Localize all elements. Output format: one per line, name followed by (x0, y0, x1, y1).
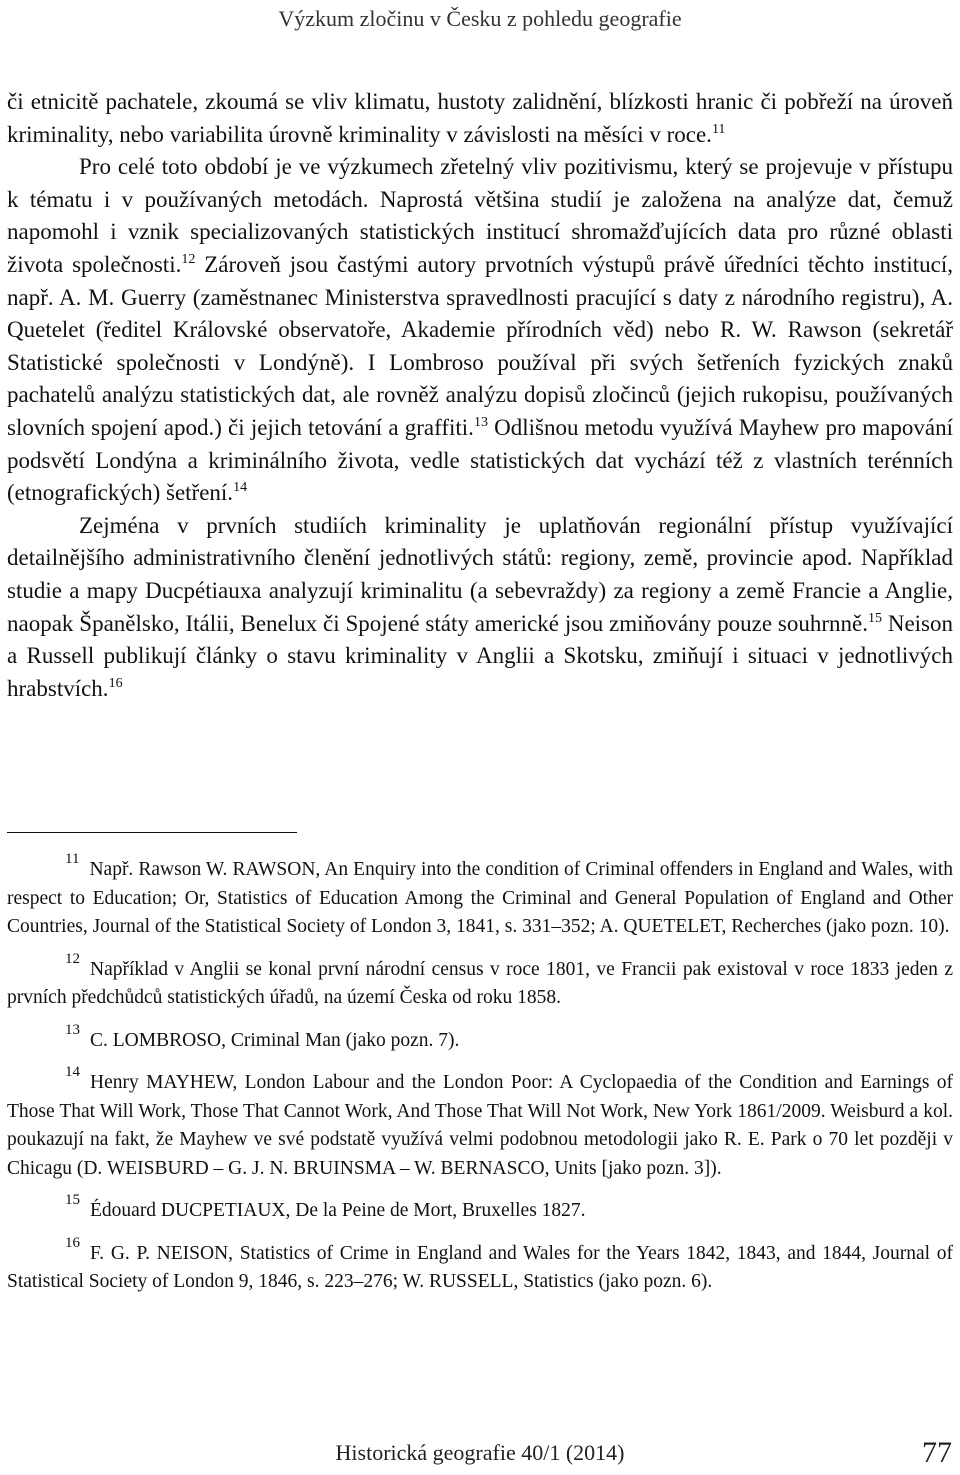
footnote-ref-13[interactable]: 13 (473, 414, 488, 430)
paragraph-2-text-a: Pro celé toto období je ve výzkumech zřetelný vliv pozitivismu, který se projevuje v přístupu k tématu i v používaných metodách. Naprostá většina studií je založena na analýze dat, čemuž napomohl i vznik specializovaných statistických institucí shromažďujících data pro různé oblasti života společnosti. (7, 154, 953, 277)
footnote-text: Henry MAYHEW, London Labour and the London Poor: A Cyclopaedia of the Condition and Earnings of Those That Will Work, Those That Cannot Work, And Those That Will Not Work, New York 1861/2009. Weisburd a kol. poukazují na fakt, že Mayhew ve své podstatě využívá velmi podobnou metodologii jako R. E. Park o 70 let později v Chicagu (D. WEISBURD – G. J. N. BRUINSMA – W. BERNASCO, Units [jako pozn. 3]). (7, 1072, 953, 1179)
footnote-separator (7, 832, 297, 833)
footnote-text: F. G. P. NEISON, Statistics of Crime in England and Wales for the Years 1842, 1843, and 1844, Journal of Statistical Society of London 9, 1846, s. 223–276; W. RUSSELL, Statistics (jako pozn. 6). (7, 1242, 953, 1292)
footnote-14 (7, 1064, 953, 1183)
footnote-ref-16[interactable]: 16 (108, 675, 123, 691)
footnote-text: Édouard DUCPETIAUX, De la Peine de Mort, Bruxelles 1827. (90, 1200, 586, 1221)
footnote-text: Například v Anglii se konal první národní census v roce 1801, ve Francii pak existoval v roce 1833 jeden z prvních předchůdců statistických úřadů, na území Česka od roku 1858. (7, 958, 953, 1008)
footnote-number: 16 (65, 1234, 80, 1251)
journal-footer: Historická geografie 40/1 (2014) (335, 1440, 625, 1465)
body-text (7, 86, 953, 705)
paragraph-1-text: či etnicitě pachatele, zkoumá se vliv klimatu, hustoty zalidnění, blízkosti hranic či pobřeží na úroveň kriminality, nebo variabilita úrovně kriminality v závislosti na měsíci v roce. (7, 89, 953, 147)
footnote-ref-14[interactable]: 14 (233, 480, 248, 496)
footnote-number: 14 (65, 1064, 80, 1080)
footnote-text: C. LOMBROSO, Criminal Man (jako pozn. 7). (90, 1029, 460, 1051)
footnote-16 (7, 1234, 953, 1297)
paragraph-3-text-a: Zejména v prvních studiích kriminality je uplatňován regionální přístup využívající detailnějšího administrativního členění jednotlivých států: regiony, země, provincie apod. Například studie a mapy Ducpétiauxa analyzují kriminalitu (a sebevraždy) za regiony a země Francie a Anglie, naopak Španělsko, Itálii, Benelux či Spojené státy americké jsou zmiňovány pouze souhrnně. (7, 512, 953, 636)
running-title: Výzkum zločinu v Česku z pohledu geografie (278, 6, 682, 31)
footnote-number: 13 (65, 1021, 80, 1038)
footnotes (7, 851, 953, 1311)
footnote-15 (7, 1192, 953, 1226)
paragraph-1 (7, 86, 953, 151)
footnote-ref-12[interactable]: 12 (181, 251, 196, 267)
paragraph-3 (7, 510, 953, 706)
footnote-12 (7, 950, 953, 1013)
footnote-number: 15 (65, 1192, 80, 1208)
paragraph-2-text-c: Odlišnou metodu využívá Mayhew pro mapování podsvětí Londýna a kriminálního života, vedle statistických dat vychází též z vlastních terénních (etnografických) šetření. (7, 414, 953, 506)
paragraph-2-text-b: Zároveň jsou častými autory prvotních výstupů právě úředníci těchto institucí, např. A. M. Guerry (zaměstnanec Ministerstva spravedlnosti pracující s daty z národního registru), A. Quetelet (ředitel Královské observatoře, Akademie přírodních věd) nebo R. W. Rawson (sekretář Statistické společnosti v Londýně). I Lombroso používal při svých šetřeních fyzických znaků pachatelů analýzu statistických dat, ale rovněž analýzu dopisů zločinců (jejich rukopisu, používaných slovních spojení apod.) či jejich tetování a graffiti. (7, 251, 953, 440)
paragraph-3-text-b: Neison a Russell publikují články o stavu kriminality v Anglii a Skotsku, zmiňují i situaci v jednotlivých hrabstvích. (7, 610, 953, 701)
footnote-number: 12 (65, 950, 80, 967)
footnote-ref-11[interactable]: 11 (711, 121, 726, 137)
page-number: 77 (922, 1436, 952, 1469)
footnote-text: Např. Rawson W. RAWSON, An Enquiry into the condition of Criminal offenders in England and Wales, with respect to Education; Or, Statistics of Education Among the Criminal and General Population of England and Other Countries, Journal of the Statistical Society of London 3, 1841, s. 331–352; A. QUETELET, Recherches (jako pozn. 10). (7, 859, 953, 937)
footnote-11 (7, 851, 953, 942)
footnote-ref-15[interactable]: 15 (867, 610, 882, 626)
footnote-13 (7, 1021, 953, 1056)
paragraph-2 (7, 151, 953, 510)
footnote-number: 11 (65, 851, 80, 867)
